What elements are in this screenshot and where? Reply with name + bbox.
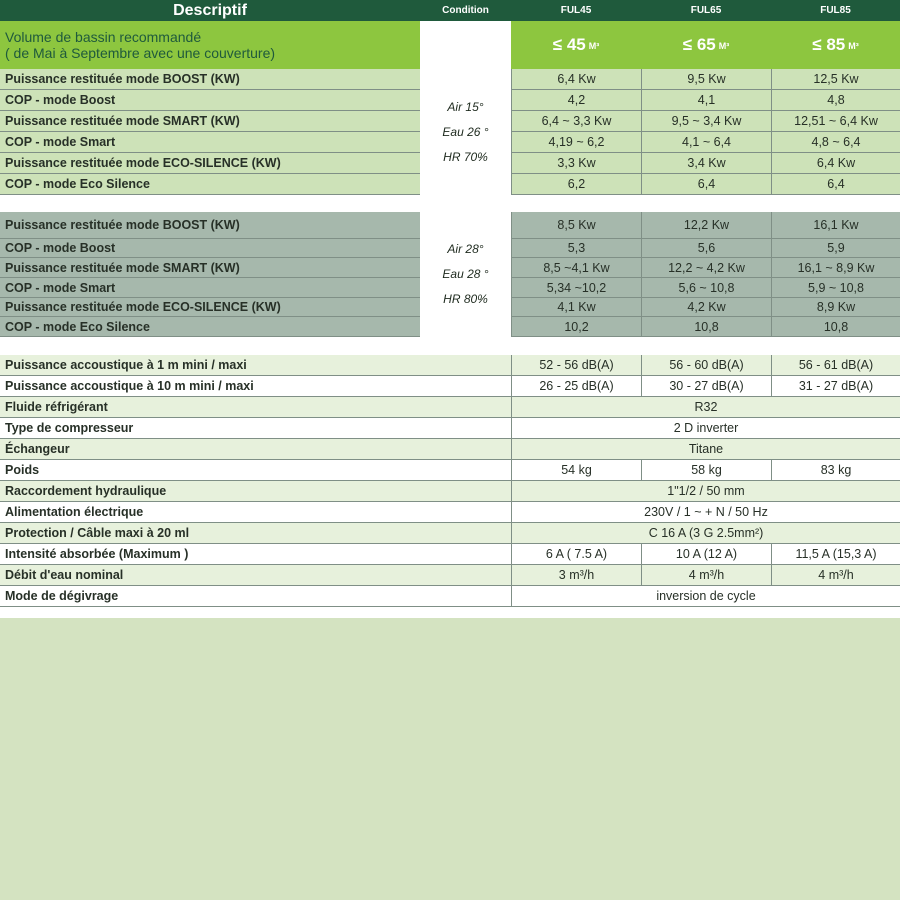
volume-label-line1: Volume de bassin recommandé: [5, 29, 202, 45]
condition-blank-volume: [420, 21, 511, 69]
spec-value-merged: 1"1/2 / 50 mm: [511, 481, 900, 502]
row-value: 12,2 Kw: [641, 212, 771, 239]
row-label: COP - mode Smart: [0, 278, 420, 298]
spec-value-merged: C 16 A (3 G 2.5mm²): [511, 523, 900, 544]
row-value: 12,51 ~ 6,4 Kw: [771, 111, 900, 132]
row-value: 16,1 ~ 8,9 Kw: [771, 258, 900, 278]
row-value: 8,5 Kw: [511, 212, 641, 239]
spec-label: Fluide réfrigérant: [0, 397, 511, 418]
spec-value: 54 kg: [511, 460, 641, 481]
row-value: 6,4 Kw: [511, 69, 641, 90]
spec-label: Type de compresseur: [0, 418, 511, 439]
row-label: Puissance restituée mode BOOST (KW): [0, 69, 420, 90]
spec-value: 52 - 56 dB(A): [511, 355, 641, 376]
condition2-condition-line: HR 80%: [443, 292, 488, 306]
row-value: 4,2: [511, 90, 641, 111]
header-descriptif: Descriptif: [0, 0, 420, 21]
spec-value: 6 A ( 7.5 A): [511, 544, 641, 565]
spec-value: 11,5 A (15,3 A): [771, 544, 900, 565]
spec-label: Mode de dégivrage: [0, 586, 511, 607]
row-value: 4,1: [641, 90, 771, 111]
spec-value: 56 - 61 dB(A): [771, 355, 900, 376]
row-value: 4,1 Kw: [511, 298, 641, 317]
row-label: Puissance restituée mode ECO-SILENCE (KW): [0, 298, 420, 317]
volume-number: ≤ 65: [682, 35, 716, 54]
spec-value: 26 - 25 dB(A): [511, 376, 641, 397]
row-value: 6,4 ~ 3,3 Kw: [511, 111, 641, 132]
spec-value: 4 m³/h: [771, 565, 900, 586]
spec-value: 4 m³/h: [641, 565, 771, 586]
section-gap: [0, 195, 900, 212]
header-model-ful45: FUL45: [511, 0, 641, 21]
row-value: 9,5 Kw: [641, 69, 771, 90]
row-value: 8,5 ~4,1 Kw: [511, 258, 641, 278]
spec-value: 56 - 60 dB(A): [641, 355, 771, 376]
spec-label: Échangeur: [0, 439, 511, 460]
row-value: 10,8: [771, 317, 900, 337]
row-label: Puissance restituée mode SMART (KW): [0, 258, 420, 278]
row-label: Puissance restituée mode BOOST (KW): [0, 212, 420, 239]
row-label: COP - mode Eco Silence: [0, 317, 420, 337]
spec-label: Alimentation électrique: [0, 502, 511, 523]
spec-value: 83 kg: [771, 460, 900, 481]
spec-value: 10 A (12 A): [641, 544, 771, 565]
spec-value-merged: 230V / 1 ~ + N / 50 Hz: [511, 502, 900, 523]
row-value: 5,9 ~ 10,8: [771, 278, 900, 298]
condition2-condition-line: Air 28°: [447, 242, 484, 256]
volume-label: [0, 21, 420, 69]
row-value: 10,2: [511, 317, 641, 337]
header-model-ful65: FUL65: [641, 0, 771, 21]
spec-label: Raccordement hydraulique: [0, 481, 511, 502]
row-value: 10,8: [641, 317, 771, 337]
row-value: 16,1 Kw: [771, 212, 900, 239]
row-value: 5,6 ~ 10,8: [641, 278, 771, 298]
spec-value: 31 - 27 dB(A): [771, 376, 900, 397]
volume-unit: M³: [588, 41, 600, 51]
spec-value-merged: Titane: [511, 439, 900, 460]
row-value: 5,6: [641, 239, 771, 258]
row-value: 6,4: [771, 174, 900, 195]
row-value: 8,9 Kw: [771, 298, 900, 317]
spec-value: 3 m³/h: [511, 565, 641, 586]
row-value: 12,2 ~ 4,2 Kw: [641, 258, 771, 278]
row-label: Puissance restituée mode SMART (KW): [0, 111, 420, 132]
condition1-condition-line: Eau 26 °: [442, 124, 489, 139]
row-value: 4,8: [771, 90, 900, 111]
condition1-condition-line: Air 15°: [447, 99, 484, 114]
spec-value-merged: 2 D inverter: [511, 418, 900, 439]
row-label: COP - mode Boost: [0, 239, 420, 258]
row-label: Puissance restituée mode ECO-SILENCE (KW): [0, 153, 420, 174]
row-value: 6,4: [641, 174, 771, 195]
row-value: 9,5 ~ 3,4 Kw: [641, 111, 771, 132]
spec-value-merged: R32: [511, 397, 900, 418]
condition1-conditions: [420, 69, 511, 195]
volume-value-2: [641, 21, 771, 69]
row-value: 12,5 Kw: [771, 69, 900, 90]
condition1-condition-line: HR 70%: [443, 149, 488, 164]
row-value: 4,2 Kw: [641, 298, 771, 317]
row-value: 5,3: [511, 239, 641, 258]
spec-label: Débit d'eau nominal: [0, 565, 511, 586]
section-gap-2: [0, 337, 900, 355]
volume-number: ≤ 45: [552, 35, 586, 54]
spec-label: Poids: [0, 460, 511, 481]
spec-label: Puissance accoustique à 10 m mini / maxi: [0, 376, 511, 397]
spec-value: 30 - 27 dB(A): [641, 376, 771, 397]
row-value: 5,9: [771, 239, 900, 258]
spec-label: Intensité absorbée (Maximum ): [0, 544, 511, 565]
row-value: 3,3 Kw: [511, 153, 641, 174]
spec-label: Puissance accoustique à 1 m mini / maxi: [0, 355, 511, 376]
row-value: 4,1 ~ 6,4: [641, 132, 771, 153]
volume-value-3: [771, 21, 900, 69]
row-value: 4,19 ~ 6,2: [511, 132, 641, 153]
row-value: 6,2: [511, 174, 641, 195]
volume-number: ≤ 85: [812, 35, 846, 54]
condition2-condition-line: Eau 28 °: [442, 267, 489, 281]
row-label: COP - mode Boost: [0, 90, 420, 111]
condition2-conditions: [420, 212, 511, 337]
spec-value: 58 kg: [641, 460, 771, 481]
row-value: 5,34 ~10,2: [511, 278, 641, 298]
header-condition: Condition: [420, 0, 511, 21]
row-value: 3,4 Kw: [641, 153, 771, 174]
spec-value-merged: inversion de cycle: [511, 586, 900, 607]
row-label: COP - mode Smart: [0, 132, 420, 153]
volume-value-1: [511, 21, 641, 69]
volume-unit: M³: [718, 41, 730, 51]
row-value: 6,4 Kw: [771, 153, 900, 174]
header-model-ful85: FUL85: [771, 0, 900, 21]
volume-label-line2: ( de Mai à Septembre avec une couverture): [5, 45, 276, 61]
spec-label: Protection / Câble maxi à 20 ml: [0, 523, 511, 544]
row-value: 4,8 ~ 6,4: [771, 132, 900, 153]
row-label: COP - mode Eco Silence: [0, 174, 420, 195]
volume-unit: M³: [848, 41, 859, 51]
